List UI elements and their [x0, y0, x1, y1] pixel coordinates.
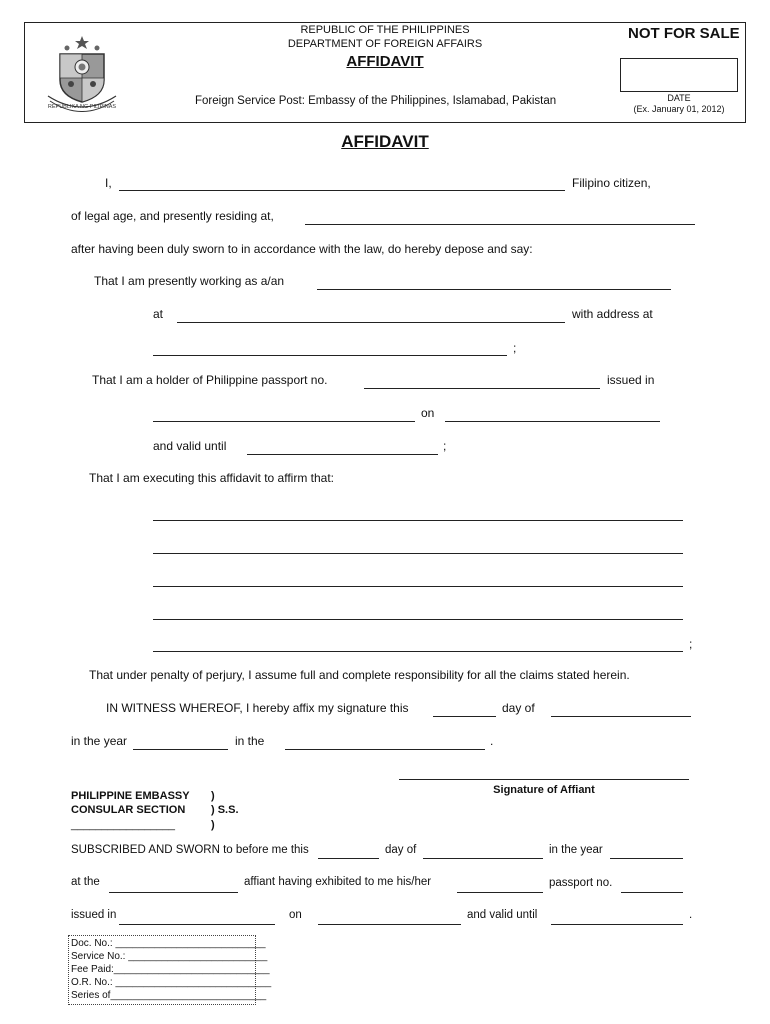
not-for-sale-badge: NOT FOR SALE [628, 25, 740, 42]
passport-holder-label: That I am a holder of Philippine passport no. [92, 373, 328, 387]
fee-paid-field[interactable]: Fee Paid:____________________________ [71, 964, 270, 975]
on-label: on [421, 406, 435, 420]
jurat-period: . [689, 909, 693, 921]
period: . [490, 734, 494, 748]
date-label: DATE [667, 93, 691, 103]
jurat-day-of-label: day of [385, 844, 417, 856]
in-the-label: in the [235, 734, 265, 748]
sworn-statement: after having been duly sworn to in accordance with the law, do hereby depose and say: [71, 242, 533, 256]
semicolon: ; [443, 439, 447, 453]
venue-paren-1: ) [211, 790, 215, 802]
jurat-passport-no-field[interactable] [621, 892, 683, 893]
witness-year-field[interactable] [133, 749, 228, 750]
jurat-issued-in-label: issued in [71, 909, 117, 921]
signature-label: Signature of Affiant [493, 784, 595, 796]
in-the-year-label: in the year [71, 734, 128, 748]
residence-field[interactable] [305, 224, 695, 225]
semicolon: ; [513, 341, 517, 355]
affiant-signature-field[interactable] [399, 779, 689, 780]
doc-no-field[interactable]: Doc. No.: ___________________________ [71, 938, 266, 949]
jurat-year-field[interactable] [610, 858, 683, 859]
passport-number-field[interactable] [364, 388, 600, 389]
occupation-field[interactable] [317, 289, 671, 290]
or-no-field[interactable]: O.R. No.: ____________________________ [71, 977, 272, 988]
form-title: AFFIDAVIT [346, 53, 424, 70]
republic-heading: REPUBLIC OF THE PHILIPPINES [300, 24, 470, 36]
date-field[interactable] [620, 58, 738, 92]
day-of-label: day of [502, 701, 535, 715]
jurat-month-field[interactable] [423, 858, 543, 859]
jurat-day-field[interactable] [318, 858, 379, 859]
notary-box [68, 935, 272, 1005]
at-the-label: at the [71, 876, 100, 888]
employer-address-field[interactable] [153, 355, 507, 356]
employer-field[interactable] [177, 322, 565, 323]
working-label: That I am presently working as a/an [94, 274, 285, 288]
passport-issue-date-field[interactable] [445, 421, 660, 422]
semicolon: ; [689, 637, 693, 651]
jurat-valid-until-label: and valid until [467, 909, 538, 921]
affiant-name-field[interactable] [119, 190, 565, 191]
i-prefix: I, [105, 176, 112, 190]
venue-line-1: PHILIPPINE EMBASSY [71, 790, 190, 802]
perjury-statement: That under penalty of perjury, I assume full and complete responsibility for all the claims stated herein. [89, 668, 630, 682]
witness-day-field[interactable] [433, 716, 496, 717]
venue-ss: ) S.S. [211, 804, 239, 816]
jurat-issue-date-field[interactable] [318, 924, 461, 925]
affirmation-line-3[interactable] [153, 586, 683, 587]
at-label: at [153, 307, 164, 321]
jurat-issued-in-field[interactable] [119, 924, 275, 925]
department-heading: DEPARTMENT OF FOREIGN AFFAIRS [287, 38, 483, 50]
affirmation-line-4[interactable] [153, 619, 683, 620]
witness-place-field[interactable] [285, 749, 485, 750]
witness-month-field[interactable] [551, 716, 691, 717]
jurat-document-field[interactable] [457, 892, 543, 893]
venue-line-2: CONSULAR SECTION [71, 804, 186, 816]
jurat-expiry-field[interactable] [551, 924, 683, 925]
affirmation-line-5[interactable] [153, 651, 683, 652]
executing-label: That I am executing this affidavit to affirm that: [89, 471, 335, 485]
filipino-citizen-label: Filipino citizen, [572, 176, 651, 190]
witness-label: IN WITNESS WHEREOF, I hereby affix my signature this [106, 701, 409, 715]
dfa-seal-icon [44, 32, 120, 112]
affiant-exhibited-label: affiant having exhibited to me his/her [244, 876, 432, 888]
legal-age-label: of legal age, and presently residing at, [71, 209, 274, 223]
jurat-in-the-year-label: in the year [549, 844, 603, 856]
series-of-field[interactable]: Series of____________________________ [71, 990, 267, 1001]
page-title: AFFIDAVIT [341, 132, 429, 151]
subscribed-label: SUBSCRIBED AND SWORN to before me this [71, 844, 309, 856]
date-example: (Ex. January 01, 2012) [633, 104, 725, 114]
affirmation-line-1[interactable] [153, 520, 683, 521]
passport-no-label: passport no. [549, 877, 613, 889]
foreign-service-post: Foreign Service Post: Embassy of the Philippines, Islamabad, Pakistan [195, 95, 557, 107]
service-no-field[interactable]: Service No.: _________________________ [71, 951, 268, 962]
jurat-on-label: on [289, 909, 302, 921]
svg-text:REPUBLIKA NG PILIPINAS: REPUBLIKA NG PILIPINAS [47, 104, 117, 110]
passport-expiry-field[interactable] [247, 454, 438, 455]
jurat-place-field[interactable] [109, 892, 238, 893]
passport-issue-place-field[interactable] [153, 421, 415, 422]
issued-in-label: issued in [607, 373, 655, 387]
venue-paren-3: ) [211, 819, 215, 831]
affirmation-line-2[interactable] [153, 553, 683, 554]
venue-line-3: _________________ [71, 819, 176, 831]
valid-until-label: and valid until [153, 439, 227, 453]
with-address-label: with address at [572, 307, 653, 321]
